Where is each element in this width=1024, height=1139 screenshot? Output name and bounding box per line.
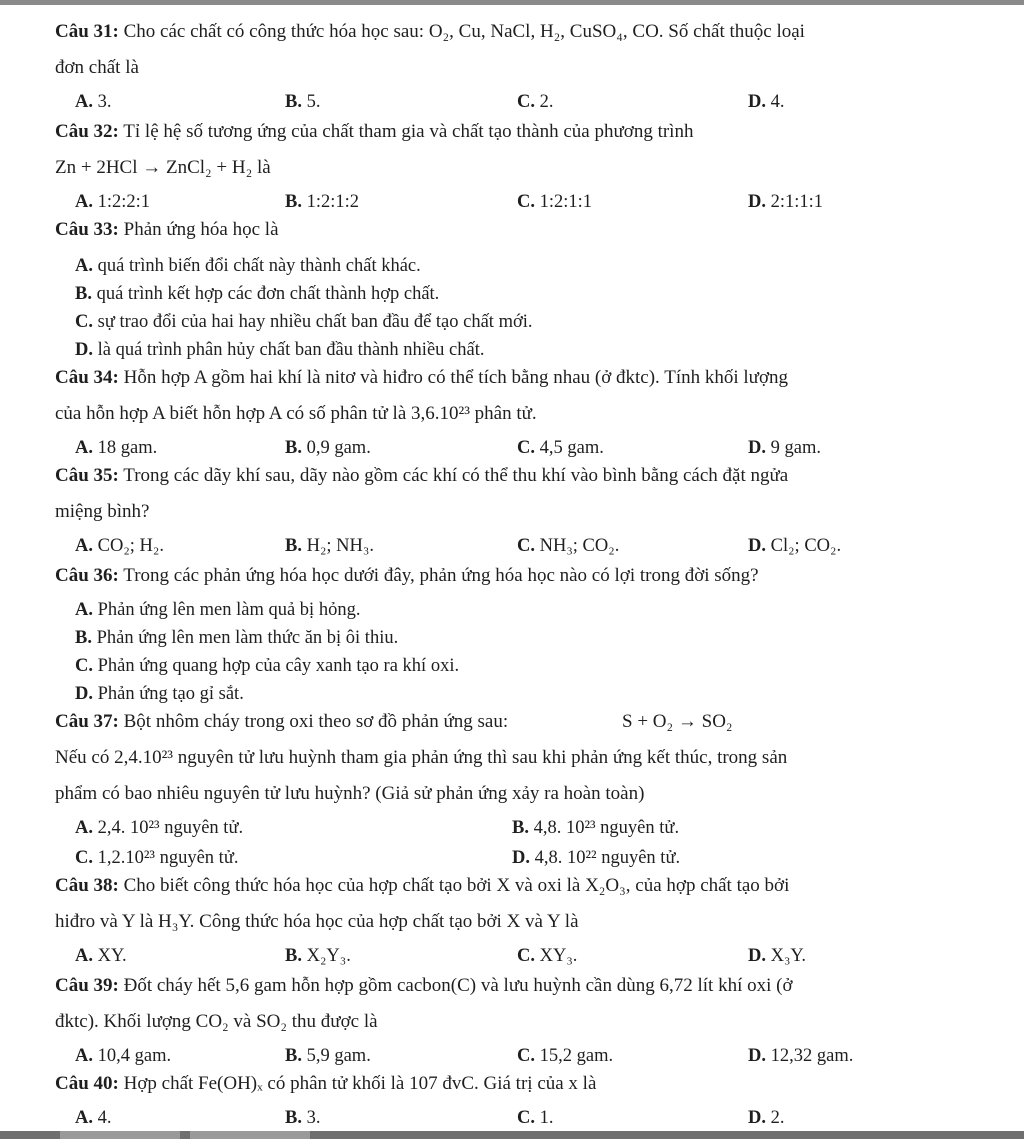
q34-stem-cont: của hỗn hợp A biết hỗn hợp A có số phân tử là 3,6.10²³ phân tử. (55, 403, 537, 424)
q35-option-a[interactable]: A. CO₂; H₂. (75, 536, 164, 556)
q39-option-c[interactable]: C. 15,2 gam. (517, 1046, 614, 1066)
q33-stem: Câu 33: Phản ứng hóa học là (55, 219, 279, 240)
q34-option-b[interactable]: B. 0,9 gam. (285, 438, 371, 458)
q31-option-c[interactable]: C. 2. (517, 92, 554, 112)
scrollbar-thumb[interactable] (60, 1131, 180, 1139)
q33-option-a[interactable]: A. quá trình biến đổi chất này thành chất khác. (75, 256, 421, 276)
q37-stem-cont2: phẩm có bao nhiêu nguyên tử lưu huỳnh? (Giả sử phản ứng xảy ra hoàn toàn) (55, 783, 645, 804)
q39-option-d[interactable]: D. 12,32 gam. (748, 1046, 854, 1066)
q38-option-b[interactable]: B. X₂Y₃. (285, 946, 351, 966)
q37-option-c[interactable]: C. 1,2.10²³ nguyên tử. (75, 848, 239, 868)
q38-stem: Câu 38: Cho biết công thức hóa học của hợp chất tạo bởi X và oxi là X₂O₃, của hợp chất tạo bởi (55, 875, 790, 896)
q39-option-b[interactable]: B. 5,9 gam. (285, 1046, 371, 1066)
q35-option-b[interactable]: B. H₂; NH₃. (285, 536, 374, 556)
q35-option-d[interactable]: D. Cl₂; CO₂. (748, 536, 842, 556)
q40-option-a[interactable]: A. 4. (75, 1108, 112, 1128)
bottom-scrollbar[interactable] (0, 1131, 1024, 1139)
q32-equation: Zn + 2HCl → ZnCl₂ + H₂ là (55, 157, 271, 178)
q40-stem: Câu 40: Hợp chất Fe(OH)ₓ có phân tử khối là 107 đvC. Giá trị của x là (55, 1073, 597, 1094)
q34-option-a[interactable]: A. 18 gam. (75, 438, 158, 458)
q32-option-a[interactable]: A. 1:2:2:1 (75, 192, 151, 212)
q32-option-c[interactable]: C. 1:2:1:1 (517, 192, 593, 212)
q40-option-c[interactable]: C. 1. (517, 1108, 554, 1128)
q35-stem-cont: miệng bình? (55, 501, 150, 522)
q39-stem-cont: đktc). Khối lượng CO₂ và SO₂ thu được là (55, 1011, 378, 1032)
q31-stem-cont: đơn chất là (55, 57, 139, 78)
q34-stem: Câu 34: Hỗn hợp A gồm hai khí là nitơ và hiđro có thể tích bằng nhau (ở đktc). Tính khối lượng (55, 367, 789, 388)
q32-option-b[interactable]: B. 1:2:1:2 (285, 192, 360, 212)
q37-equation: S + O₂ → SO₂ (622, 711, 733, 732)
q35-stem: Câu 35: Trong các dãy khí sau, dãy nào gồm các khí có thể thu khí vào bình bằng cách đặt ngửa (55, 465, 789, 486)
q31-option-d[interactable]: D. 4. (748, 92, 785, 112)
q34-option-d[interactable]: D. 9 gam. (748, 438, 821, 458)
q31-stem: Câu 31: Cho các chất có công thức hóa học sau: O₂, Cu, NaCl, H₂, CuSO₄, CO. Số chất thuộc loại (55, 21, 805, 42)
q39-option-a[interactable]: A. 10,4 gam. (75, 1046, 172, 1066)
q37-stem: Câu 37: Bột nhôm cháy trong oxi theo sơ đồ phản ứng sau: (55, 711, 509, 732)
q36-option-b[interactable]: B. Phản ứng lên men làm thức ăn bị ôi thiu. (75, 628, 399, 648)
q32-option-d[interactable]: D. 2:1:1:1 (748, 192, 824, 212)
q34-option-c[interactable]: C. 4,5 gam. (517, 438, 604, 458)
q38-option-d[interactable]: D. X₃Y. (748, 946, 807, 966)
q36-option-d[interactable]: D. Phản ứng tạo gỉ sắt. (75, 684, 244, 704)
q31-option-b[interactable]: B. 5. (285, 92, 321, 112)
q36-option-c[interactable]: C. Phản ứng quang hợp của cây xanh tạo ra khí oxi. (75, 656, 460, 676)
q37-stem-cont: Nếu có 2,4.10²³ nguyên tử lưu huỳnh tham gia phản ứng thì sau khi phản ứng kết thúc, trong sản (55, 747, 788, 768)
q36-option-a[interactable]: A. Phản ứng lên men làm quả bị hỏng. (75, 600, 361, 620)
scrollbar-track-segment (190, 1131, 310, 1139)
q37-option-b[interactable]: B. 4,8. 10²³ nguyên tử. (512, 818, 680, 838)
q37-option-a[interactable]: A. 2,4. 10²³ nguyên tử. (75, 818, 244, 838)
q33-option-b[interactable]: B. quá trình kết hợp các đơn chất thành hợp chất. (75, 284, 440, 304)
q38-stem-cont: hiđro và Y là H₃Y. Công thức hóa học của hợp chất tạo bởi X và Y là (55, 911, 579, 932)
q32-stem: Câu 32: Tỉ lệ hệ số tương ứng của chất tham gia và chất tạo thành của phương trình (55, 121, 694, 142)
q40-option-b[interactable]: B. 3. (285, 1108, 321, 1128)
q33-option-d[interactable]: D. là quá trình phân hủy chất ban đầu thành nhiều chất. (75, 340, 485, 360)
q31-option-a[interactable]: A. 3. (75, 92, 112, 112)
q39-stem: Câu 39: Đốt cháy hết 5,6 gam hỗn hợp gồm cacbon(C) và lưu huỳnh cần dùng 6,72 lít khí oxi (ở (55, 975, 793, 996)
q35-option-c[interactable]: C. NH₃; CO₂. (517, 536, 620, 556)
q38-option-c[interactable]: C. XY₃. (517, 946, 578, 966)
q40-option-d[interactable]: D. 2. (748, 1108, 785, 1128)
q36-stem: Câu 36: Trong các phản ứng hóa học dưới đây, phản ứng hóa học nào có lợi trong đời sống? (55, 565, 759, 586)
q37-option-d[interactable]: D. 4,8. 10²² nguyên tử. (512, 848, 681, 868)
q33-option-c[interactable]: C. sự trao đổi của hai hay nhiều chất ban đầu để tạo chất mới. (75, 312, 533, 332)
q38-option-a[interactable]: A. XY. (75, 946, 127, 966)
